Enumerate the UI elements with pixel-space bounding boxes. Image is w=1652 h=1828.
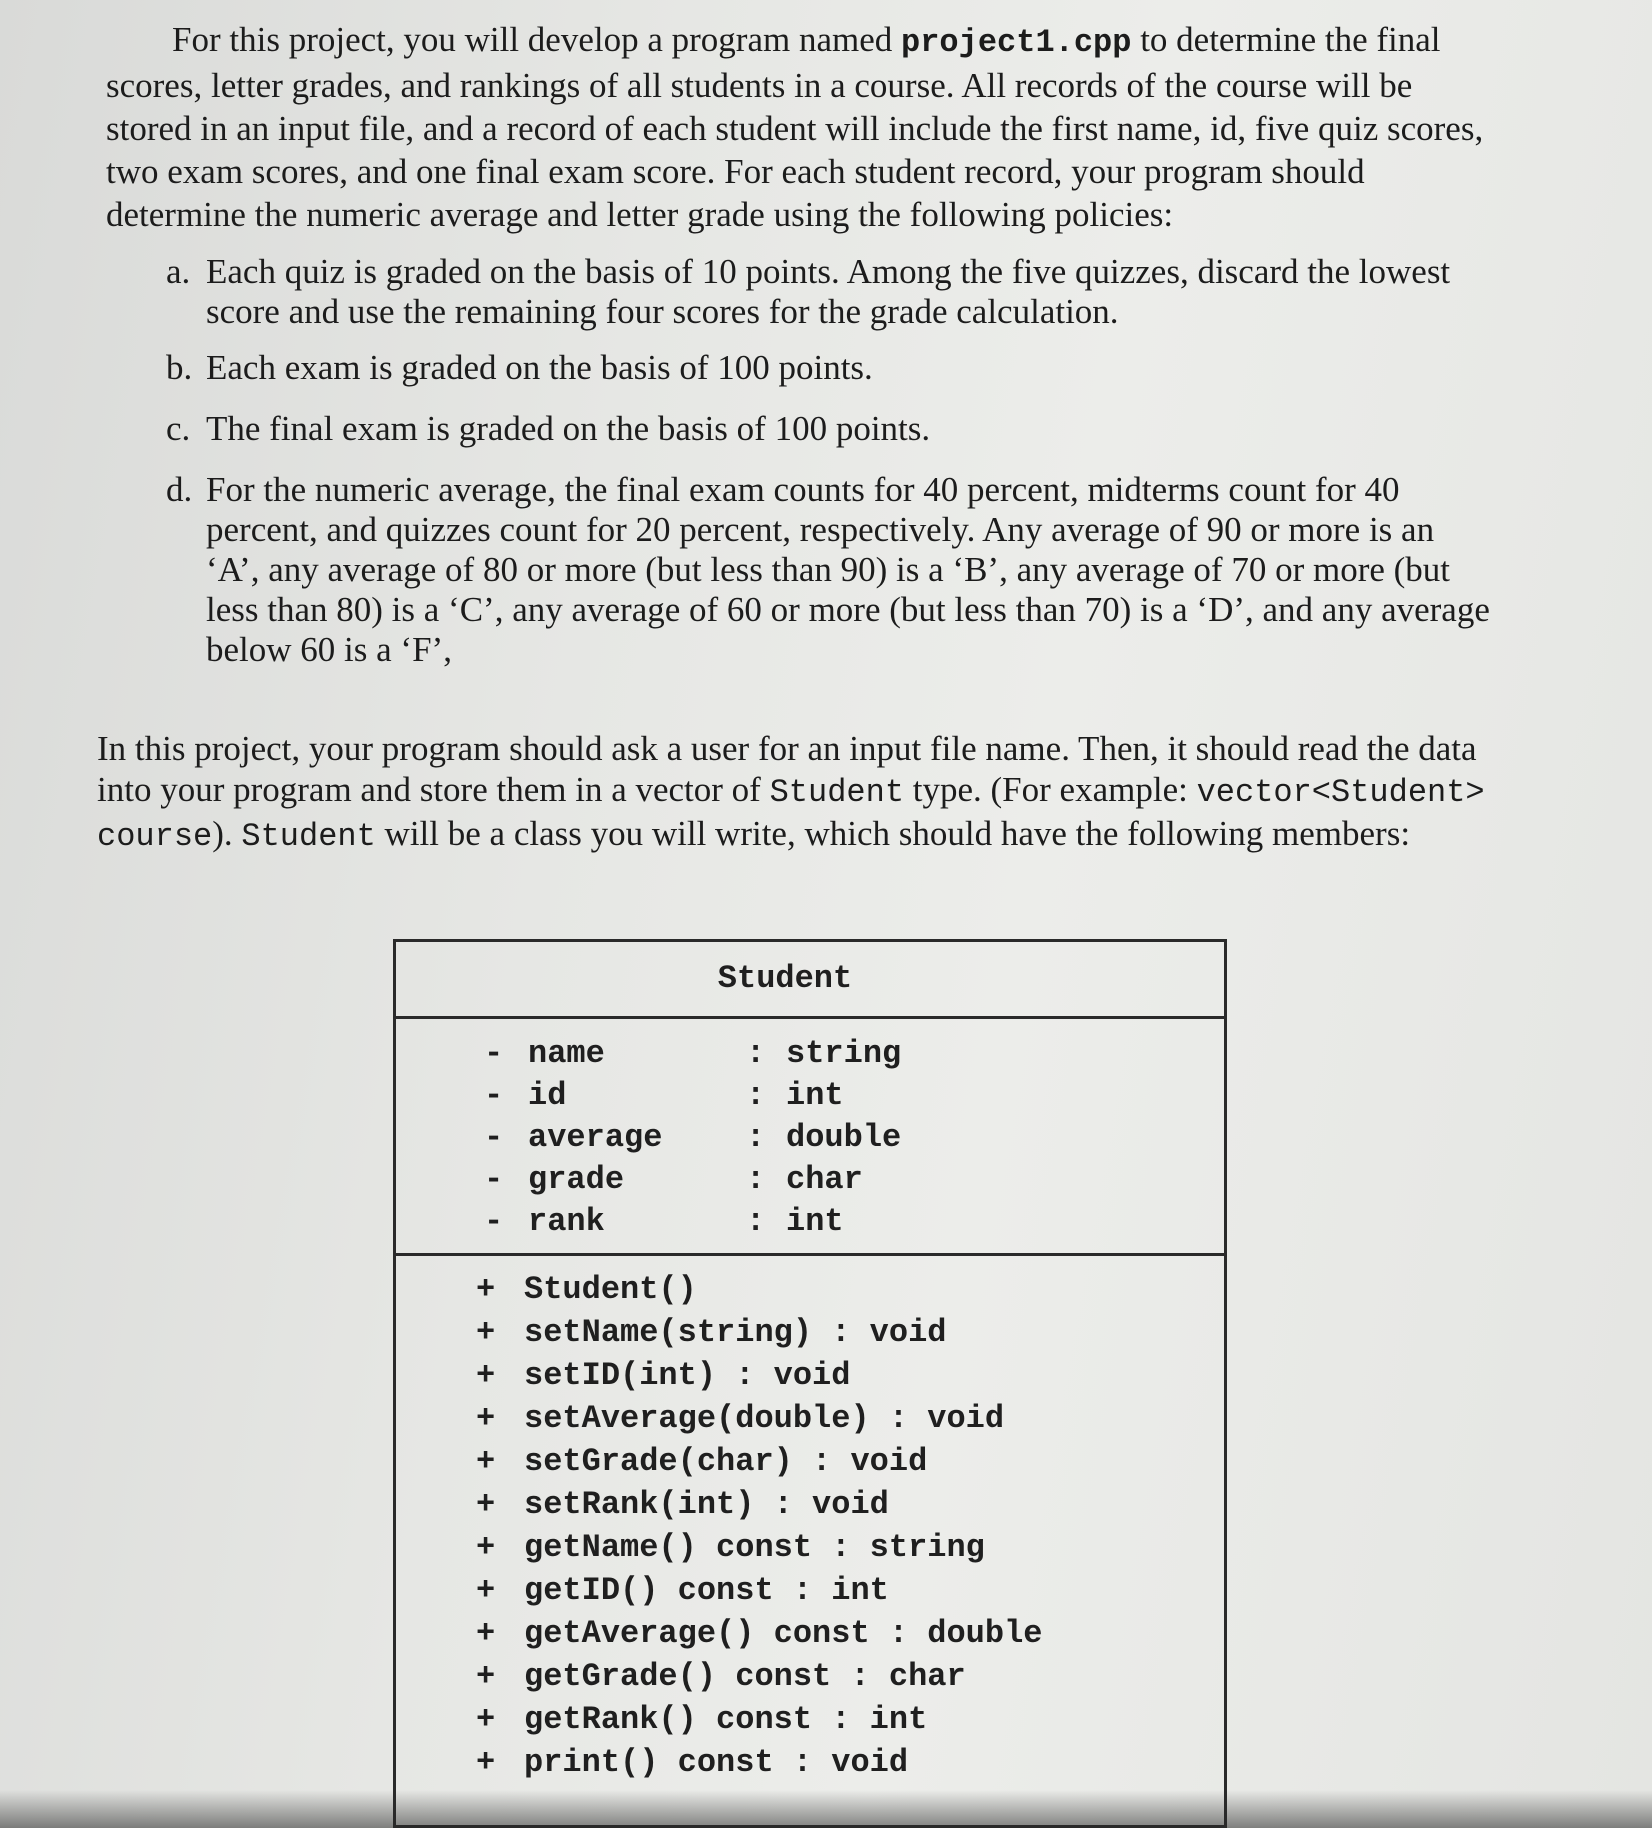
public-marker: + [476, 1744, 496, 1781]
public-marker: + [476, 1443, 496, 1480]
policy-list [166, 252, 1496, 670]
attribute-row [396, 1033, 1224, 1075]
method-row [396, 1741, 1224, 1784]
method-signature: setRank(int) : void [524, 1486, 889, 1523]
method-row [396, 1526, 1224, 1569]
public-marker: + [476, 1529, 496, 1566]
class-description-paragraph [97, 728, 1507, 857]
uml-class-diagram [393, 939, 1227, 1828]
method-row [396, 1483, 1224, 1526]
policy-item [166, 348, 1496, 388]
method-signature: getGrade() const : char [524, 1658, 966, 1695]
method-row [396, 1440, 1224, 1483]
private-marker: - [484, 1035, 504, 1072]
attribute-row [396, 1159, 1224, 1201]
type-separator: : [746, 1203, 766, 1240]
method-row [396, 1655, 1224, 1698]
policy-text: For the numeric average, the final exam counts for 40 percent, midterms count for 40 percent, and quizzes count for 20 percent, respectively. Any average of 90 or more is an ‘A’, any average of 80 or more (but less than 90) is a ‘B’, any average of 70 or more (but less than 80) is a ‘C’, any average of 60 or more (but less than 70) is a ‘D’, and any average below 60 is a ‘F’, [206, 470, 1490, 669]
policy-item [166, 409, 1496, 449]
intro-after-filename: to determine the final scores, letter grades, and rankings of all students in a course. All records of the course will be stored in an input file, and a record of each student will include the first name, id, five quiz scores, two exam scores, and one final exam score. For each student record, your program should determine the numeric average and letter grade using the following policies: [106, 20, 1484, 234]
screen-bottom-edge [0, 1790, 1652, 1828]
attribute-name: name [528, 1035, 605, 1072]
para2-text-4: will be a class you will write, which should have the following members: [375, 814, 1411, 853]
public-marker: + [476, 1572, 496, 1609]
intro-text [106, 18, 1506, 236]
method-signature: getAverage() const : double [524, 1615, 1043, 1652]
attribute-type: string [786, 1035, 902, 1072]
public-marker: + [476, 1271, 496, 1308]
method-signature: print() const : void [524, 1744, 909, 1781]
public-marker: + [476, 1400, 496, 1437]
attribute-name: id [528, 1077, 567, 1114]
method-row [396, 1311, 1224, 1354]
public-marker: + [476, 1357, 496, 1394]
method-signature: setName(string) : void [524, 1314, 947, 1351]
method-signature: setAverage(double) : void [524, 1400, 1005, 1437]
private-marker: - [484, 1077, 504, 1114]
private-marker: - [484, 1203, 504, 1240]
policy-marker: c. [166, 409, 191, 448]
attribute-name: rank [528, 1203, 605, 1240]
attribute-name: average [528, 1119, 663, 1156]
method-row [396, 1354, 1224, 1397]
private-marker: - [484, 1119, 504, 1156]
uml-methods [396, 1256, 1224, 1784]
student-type-code: Student [769, 774, 905, 811]
method-row [396, 1268, 1224, 1311]
policy-text: Each exam is graded on the basis of 100 points. [206, 348, 873, 387]
para2-text-1: In this project, your program should ask a user for an input file name. Then, it should read the data into your program and store them in a vector of [97, 729, 1477, 809]
type-separator: : [746, 1035, 766, 1072]
public-marker: + [476, 1615, 496, 1652]
filename-code: project1.cpp [901, 24, 1132, 61]
method-row [396, 1397, 1224, 1440]
public-marker: + [476, 1658, 496, 1695]
method-row [396, 1612, 1224, 1655]
policy-text: Each quiz is graded on the basis of 10 points. Among the five quizzes, discard the lowest score and use the remaining four scores for the grade calculation. [206, 252, 1451, 331]
policy-item [166, 252, 1496, 332]
public-marker: + [476, 1314, 496, 1351]
method-signature: Student() [524, 1271, 697, 1308]
para2-text-3: ). [212, 814, 242, 853]
method-signature: getRank() const : int [524, 1701, 928, 1738]
uml-class-name: Student [396, 942, 1224, 1019]
uml-attributes [396, 1019, 1224, 1256]
attribute-type: double [786, 1119, 902, 1156]
method-signature: getID() const : int [524, 1572, 889, 1609]
attribute-row [396, 1117, 1224, 1159]
para2-text-2: type. (For example: [904, 770, 1197, 809]
type-separator: : [746, 1161, 766, 1198]
method-signature: setGrade(char) : void [524, 1443, 928, 1480]
public-marker: + [476, 1701, 496, 1738]
policy-marker: a. [166, 252, 191, 291]
method-row [396, 1569, 1224, 1612]
method-row [396, 1698, 1224, 1741]
type-separator: : [746, 1119, 766, 1156]
method-signature: setID(int) : void [524, 1357, 851, 1394]
policy-marker: d. [166, 470, 193, 509]
vector-example-code: vector<Student> course [97, 774, 1485, 855]
attribute-name: grade [528, 1161, 625, 1198]
type-separator: : [746, 1077, 766, 1114]
attribute-type: int [786, 1203, 844, 1240]
attribute-row [396, 1075, 1224, 1117]
attribute-row [396, 1201, 1224, 1243]
policy-text: The final exam is graded on the basis of 100 points. [206, 409, 931, 448]
policy-marker: b. [166, 348, 193, 387]
attribute-type: int [786, 1077, 844, 1114]
student-class-code: Student [241, 818, 376, 855]
public-marker: + [476, 1486, 496, 1523]
intro-before-filename: For this project, you will develop a program named [172, 20, 902, 59]
private-marker: - [484, 1161, 504, 1198]
intro-paragraph [106, 18, 1506, 236]
attribute-type: char [786, 1161, 863, 1198]
method-signature: getName() const : string [524, 1529, 985, 1566]
policy-item [166, 470, 1496, 670]
